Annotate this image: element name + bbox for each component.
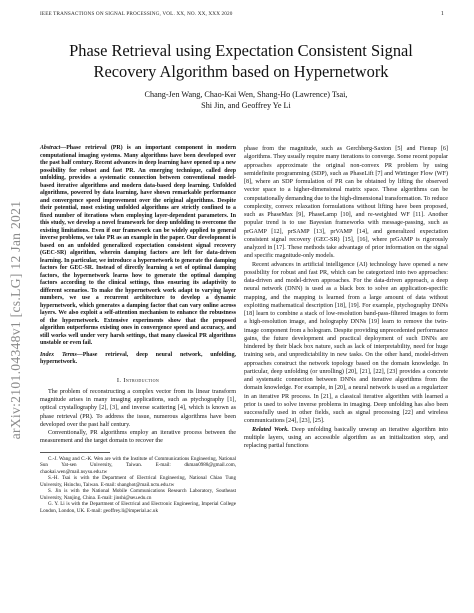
page-number: 1 [440, 11, 444, 17]
abstract [40, 145, 236, 348]
related-work-paragraph [244, 426, 448, 451]
related-work-text: Deep unfolding basically unwrap an iterative algorithm into multiple layers, using an accessible algorithm as an initialization step, and replacing partial functions [244, 426, 449, 449]
intro-paragraph-2: Conventionally, PR algorithms employ an iterative process between the measurement and the target domain to recover the [40, 430, 236, 445]
related-work-lead: Related Work. [252, 426, 289, 433]
right-paragraph-1: phase from the magnitude, such as Gerchberg-Saxton [5] and Fienup [6] algorithms. They usually require many iterations to converge. Some recent popular approaches approximate the original non-convex PR problem by using semidefinite programming (SDP), such as PhaseLift [7] and Wirtinger Flow (WF) [8], where an SDP formulation of PR can be obtained by lifting the observed vector space to a higher-dimensional matrix space. These algorithms can be computationally demanding due to the high-dimensional transformation. To reduce complexity, convex relaxation formulations without lifting have been proposed, such as PhaseMax [9], PhaseLamp [10], and re-weighted WF [11]. Another popular trend is to use Bayesian frameworks with message-passing, such as prGAMP [12], prSAMP [13], prVAMP [14], and generalized expectation consistent signal recovery (GEC-SR) [15], [16], where prGAMP is rigorously analyzed in [17]. These methods take advantage of prior information on the signal and specific magnitude-only models. [244, 146, 448, 260]
authors-line-2: Shi Jin, and Geoffrey Ye Li [201, 100, 291, 110]
footnote-affiliation-4: G. Y. Li is with the Department of Electrical and Electronic Engineering, Imperial College London, London, UK. E-mail: geoffrey.li@imperial.ac.uk [40, 501, 236, 514]
arxiv-stamp [6, 140, 26, 500]
title-line-2: Recovery Algorithm based on Hypernetwork [93, 62, 389, 81]
title-line-1: Phase Retrieval using Expectation Consistent Signal [69, 41, 413, 60]
author-list [40, 90, 452, 111]
footnote-affiliation-1: C.-J. Wang and C.-K. Wen are with the Institute of Communications Engineering, National Sun Yat-sen University, Taiwan. E-mail: dkman0988@gmail.com, chaokai.wen@mail.nsysu.edu.tw [40, 455, 236, 475]
footnote-affiliation-2: S.-H. Tsai is with the Department of Electrical Engineering, National Chiao Tung University, Hsinchu, Taiwan. E-mail: shanghot@mail.nctu.edu.tw [40, 475, 236, 488]
index-terms-text: —Phase retrieval, deep neural network, unfolding, hypernetwork. [40, 351, 236, 365]
left-column [40, 145, 236, 514]
index-terms [40, 352, 236, 367]
footnote-affiliation-3: S. Jin is with the National Mobile Communications Research Laboratory, Southeast University, Nanjing, China. E-mail: jinshi@seu.edu.cn [40, 488, 236, 501]
paper-title [30, 40, 452, 82]
section-heading-introduction: I. Introduction [116, 376, 160, 384]
intro-paragraph-1: The problem of reconstructing a complex vector from its linear transform magnitude arises in many imaging applications, such as ptychography [1], optical crystallography [2], [3], and inverse scattering [4], which is known as phase retrieval (PR). To address the issue, numerous algorithms have been developed over the past half century. [40, 388, 236, 428]
abstract-label: Abstract [40, 145, 61, 151]
authors-line-1: Chang-Jen Wang, Chao-Kai Wen, Shang-Ho (Lawrence) Tsai, [144, 90, 348, 99]
right-paragraph-2: Recent advances in artificial intelligence (AI) technology have opened a new possibility for robust and fast PR, which can be categorized into two approaches: data-driven and model-driven approaches. For the data-driven approach, a deep neural network (DNN) is used as a black box to solve an application-specific mapping, and the mapping is learned from a large amount of data without exploiting mathematical description [18], [19]. For example, ptychography DNNs [18] learn to combine a stack of low-resolution band-pass-filtered images to form a high-resolution image, and holography DNNs [19] learn to remove the twin-image component from a hologram. Despite providing unprecedented performance gains, the future development and practical deployment of such DNNs are hindered by their black box nature, such as lack of interpretability, need for huge training sets, and unpredictability in new tasks. On the other hand, model-driven approaches construct the network topology based on the domain knowledge. In particular, deep unfolding (or unrolling) [20], [21], [22], [23] provides a concrete and systematic connection between DNNs and iterative algorithms from the domain knowledge. For example, in [20], a neural network is used as a regularizer in an iterative PR process. In [21], a classical iterative algorithm with learned a prior is used to solve inverse problems in imaging. Deep unfolding has also been successfully used in other fields, such as signal processing [22] and wireless communications [24], [23], [25]. [244, 261, 448, 425]
abstract-text: —Phase retrieval (PR) is an important component in modern computational imaging systems. Many algorithms have been developed over the past half century. Recent advances in deep learning have opened up a new possibility for robust and fast PR. An emerging technique, called deep unfolding, provides a systematic connection between conventional model-based iterative algorithms and modern data-based deep learning. Unfolded algorithms, powered by data learning, have shown remarkable performance and convergence speed improvement over the original algorithms. Despite their potential, most existing unfolded algorithms are strictly confined to a fixed number of iterations when employing layer-dependent parameters. In this study, we develop a novel framework for deep unfolding to overcome the existing limitations. Even if our framework can be widely applied to general inverse problems, we take PR as an example in the paper. Our development is based on an unfolded generalized expectation consistent signal recovery (GEC-SR) algorithm, wherein damping factors are left for data-driven learning. In particular, we introduce a hypernetwork to generate the damping factors for GEC-SR. Instead of directly learning a set of optimal damping factors, the hypernetwork learns how to generate the optimal damping factors according to the clinical settings, thus ensuring its adaptivity to different scenarios. To make the hypernetwork work adapt to varying layer numbers, we use a recurrent architecture to develop a dynamic hypernetwork, which generates a damping factor that can vary online across layers. We also exploit a self-attention mechanism to enhance the robustness of the hypernetwork. Extensive experiments show that the proposed algorithm outperforms existing ones in convergence speed and accuracy, and still works well under very harsh settings, that many classical PR algorithms unstable or even fail. [40, 145, 236, 346]
running-header [40, 11, 444, 17]
index-terms-label: Index Terms [40, 351, 77, 358]
journal-header: IEEE TRANSACTIONS ON SIGNAL PROCESSING, VOL. XX, NO. XX, XXX 2020 [40, 11, 233, 17]
arxiv-identifier: arXiv:2101.04348v1 [cs.LG] 12 Jan 2021 [8, 200, 23, 440]
footnote-divider [40, 452, 110, 453]
footnotes [40, 456, 236, 515]
right-column [244, 145, 448, 450]
